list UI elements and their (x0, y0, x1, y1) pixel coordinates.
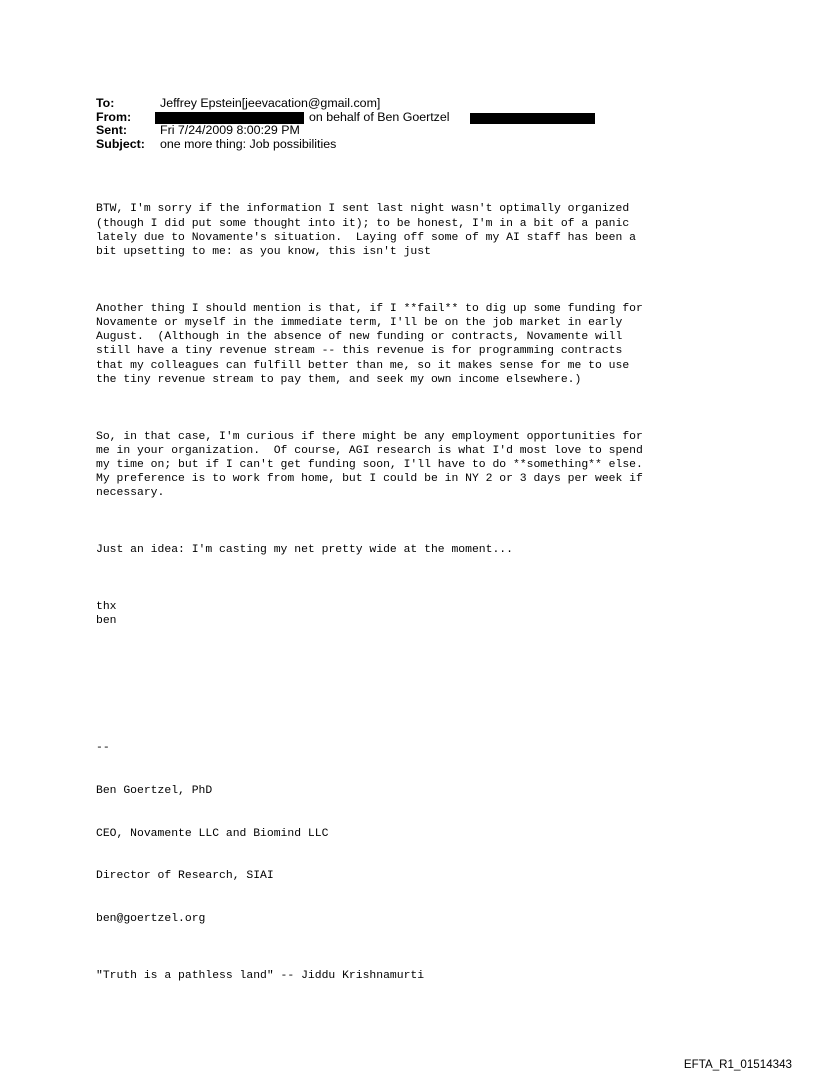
signature-title-1: CEO, Novamente LLC and Biomind LLC (96, 827, 329, 840)
body-paragraph-4: Just an idea: I'm casting my net pretty wide at the moment... (96, 544, 513, 557)
document-id: EFTA_R1_01514343 (683, 1058, 792, 1071)
sent-value: Fri 7/24/2009 8:00:29 PM (160, 123, 300, 138)
sent-label: Sent: (96, 123, 127, 138)
to-value: Jeffrey Epstein[jeevacation@gmail.com] (160, 96, 381, 110)
body-paragraph-1: BTW, I'm sorry if the information I sent last night wasn't optimally organized (though I did put some thought into it); to be honest, I'm in a bit of a panic lately due to Novamente's situation. Laying off some of my AI staff has been a bit upsetting to me: as you know, this isn't just (96, 203, 637, 259)
email-body (96, 174, 796, 1026)
redaction-box-email (470, 113, 595, 124)
from-value: on behalf of Ben Goertzel (309, 109, 450, 124)
signature-title-2: Director of Research, SIAI (96, 870, 274, 883)
signature-block (96, 713, 796, 1011)
signature-separator: -- (96, 742, 110, 755)
body-paragraph-3: So, in that case, I'm curious if there might be any employment opportunities for me in your organization. Of course, AGI research is what I'd most love to spend my time on; but if I can't get funding soon, I'll have to do **something** else. My preference is to work from home, but I could be in NY 2 or 3 days per week if necessary. (96, 430, 643, 500)
signature-quote: "Truth is a pathless land" -- Jiddu Krishnamurti (96, 969, 425, 982)
subject-label: Subject: (96, 136, 145, 151)
to-label: To: (96, 96, 115, 110)
subject-value: one more thing: Job possibilities (160, 136, 337, 151)
body-sign-off: thx ben (96, 601, 117, 628)
body-paragraph-2: Another thing I should mention is that, if I **fail** to dig up some funding for Novamente or myself in the immediate term, I'll be on the job market in early August. (Although in the absence of new funding or contracts, Novamente will still have a tiny revenue stream -- this revenue is for programming contracts that my colleagues can fulfill better than me, so it makes sense for me to use the tiny revenue stream to pay them, and seek my own income elsewhere.) (96, 302, 643, 386)
from-label: From: (96, 109, 132, 124)
signature-email: ben@goertzel.org (96, 912, 206, 925)
signature-name: Ben Goertzel, PhD (96, 785, 213, 798)
redaction-box-from (155, 112, 304, 124)
